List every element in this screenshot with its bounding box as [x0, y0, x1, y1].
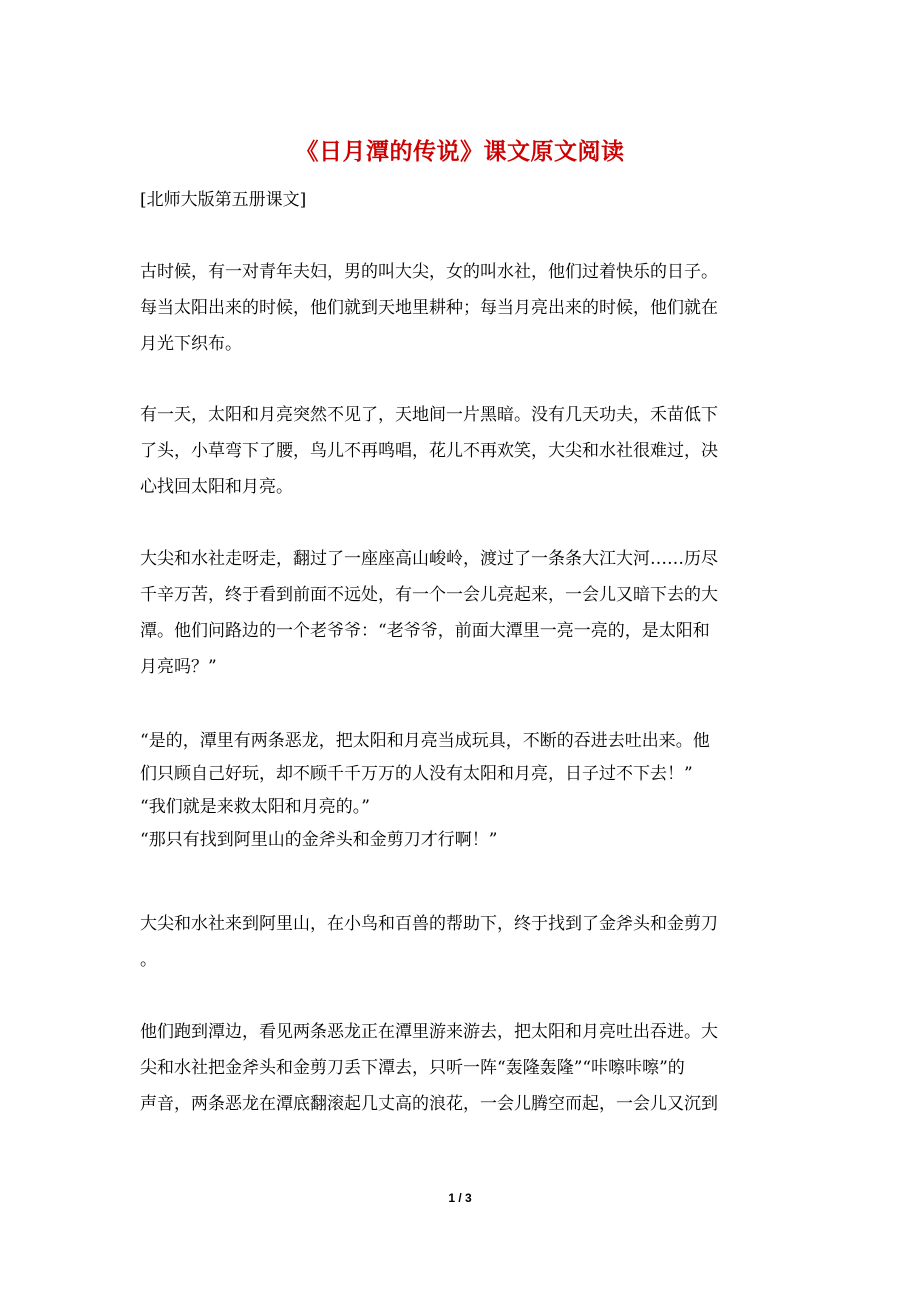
- text-line: 了头，小草弯下了腰，鸟儿不再鸣唱，花儿不再欢笑，大尖和水社很难过，决: [140, 441, 718, 461]
- text-line: 大尖和水社来到阿里山，在小鸟和百兽的帮助下，终于找到了金斧头和金剪刀: [140, 914, 718, 934]
- text-line: 每当太阳出来的时候，他们就到天地里耕种；每当月亮出来的时候，他们就在: [140, 298, 718, 318]
- text-line: “是的，潭里有两条恶龙，把太阳和月亮当成玩具，不断的吞进去吐出来。他: [140, 731, 710, 751]
- document-title: 《日月潭的传说》课文原文阅读: [295, 138, 625, 165]
- text-line: 大尖和水社走呀走，翻过了一座座高山峻岭，渡过了一条条大江大河……历尽: [140, 549, 718, 569]
- source-note: [北师大版第五册课文]: [140, 190, 307, 210]
- text-line: “那只有找到阿里山的金斧头和金剪刀才行啊！”: [140, 830, 498, 850]
- text-line: 有一天，太阳和月亮突然不见了，天地间一片黑暗。没有几天功夫，禾苗低下: [140, 405, 718, 425]
- paragraph: [140, 1014, 780, 1122]
- text-line: 尖和水社把金斧头和金剪刀丢下潭去，只听一阵“轰隆轰隆”“咔嚓咔嚓”的: [140, 1058, 685, 1078]
- paragraph: [140, 254, 780, 362]
- text-line: 。: [140, 950, 157, 970]
- text-line: 潭。他们问路边的一个老爷爷：“老爷爷，前面大潭里一亮一亮的，是太阳和: [140, 621, 710, 641]
- page-number: 1 / 3: [448, 1191, 472, 1205]
- text-line: 们只顾自己好玩，却不顾千千万万的人没有太阳和月亮，日子过不下去！”: [140, 764, 693, 784]
- text-line: 千辛万苦，终于看到前面不远处，有一个一会儿亮起来，一会儿又暗下去的大: [140, 585, 718, 605]
- text-line: 月光下织布。: [140, 334, 242, 354]
- text-line: 声音，两条恶龙在潭底翻滚起几丈高的浪花，一会儿腾空而起，一会儿又沉到: [140, 1094, 718, 1114]
- text-line: 他们跑到潭边，看见两条恶龙正在潭里游来游去，把太阳和月亮吐出吞进。大: [140, 1022, 718, 1042]
- text-line: 古时候，有一对青年夫妇，男的叫大尖，女的叫水社，他们过着快乐的日子。: [140, 262, 718, 282]
- text-line: “我们就是来救太阳和月亮的。”: [140, 797, 370, 817]
- text-line: 心找回太阳和月亮。: [140, 477, 293, 497]
- text-line: 月亮吗？”: [140, 657, 217, 677]
- paragraph: [140, 541, 780, 685]
- paragraph: [140, 725, 780, 857]
- paragraph: [140, 397, 780, 505]
- paragraph: [140, 906, 780, 978]
